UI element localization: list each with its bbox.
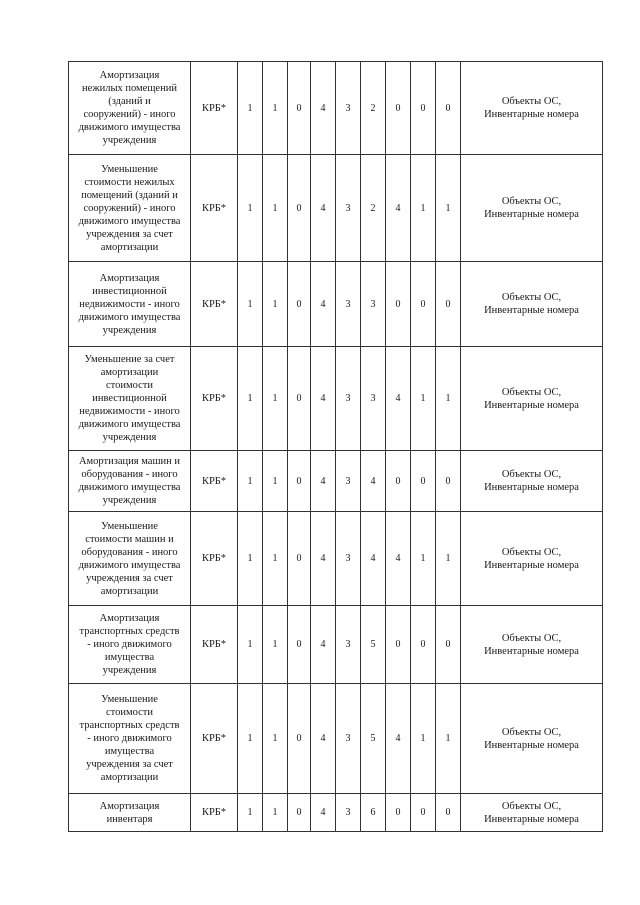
account-digit-cell: 4: [311, 794, 336, 832]
account-name-cell: [69, 684, 191, 794]
account-digit-cell: 1: [263, 262, 288, 347]
account-name-line: движимого имущества: [78, 559, 181, 571]
account-name-line: Уменьшение за счет: [84, 354, 175, 365]
account-name-line: оборудования - иного: [81, 469, 178, 480]
account-name-line: транспортных средств: [79, 626, 180, 637]
account-digit-cell: 1: [263, 512, 288, 606]
account-digit-cell: 0: [386, 451, 411, 512]
account-digit-cell: 1: [238, 262, 263, 347]
account-digit-cell: 0: [288, 347, 311, 451]
account-name-line: Амортизация: [99, 800, 160, 812]
account-name-line: движимого имущества: [78, 122, 181, 133]
account-name-line: амортизации: [100, 585, 159, 597]
account-digit-cell: 4: [386, 347, 411, 451]
account-digit-cell: 2: [361, 62, 386, 155]
account-name-line: стоимости: [105, 707, 153, 718]
account-digit-cell: 3: [336, 155, 361, 262]
analytics-cell: [461, 62, 603, 155]
account-digit-cell: 1: [238, 451, 263, 512]
account-digit-cell: 0: [288, 684, 311, 794]
account-name-line: инвестиционной: [92, 393, 167, 404]
account-digit-cell: 3: [336, 347, 361, 451]
accounting-table: [68, 61, 603, 832]
basis-cell: КРБ*: [191, 62, 238, 155]
account-digit-cell: 3: [336, 62, 361, 155]
account-digit-cell: 5: [361, 606, 386, 684]
account-digit-cell: 4: [311, 62, 336, 155]
analytics-cell: [461, 451, 603, 512]
basis-cell: КРБ*: [191, 262, 238, 347]
account-name-line: амортизации: [100, 367, 159, 378]
account-digit-cell: 1: [263, 155, 288, 262]
account-digit-cell: 4: [361, 451, 386, 512]
account-digit-cell: 0: [386, 262, 411, 347]
account-name-line: учреждения: [102, 495, 157, 506]
account-name-line: инвентаря: [106, 813, 153, 825]
analytics-line: Инвентарные номера: [484, 482, 579, 493]
account-digit-cell: 1: [238, 684, 263, 794]
account-digit-cell: 1: [263, 684, 288, 794]
account-digit-cell: 1: [436, 684, 461, 794]
account-digit-cell: 1: [436, 155, 461, 262]
account-digit-cell: 0: [288, 451, 311, 512]
account-name-line: учреждения за счет: [86, 572, 173, 584]
account-digit-cell: 3: [336, 451, 361, 512]
account-digit-cell: 1: [238, 347, 263, 451]
analytics-line: Объекты ОС,: [501, 800, 562, 812]
account-name-line: движимого имущества: [78, 419, 181, 430]
table-body: [69, 62, 603, 832]
account-digit-cell: 1: [238, 794, 263, 832]
account-name-line: помещений (зданий и: [81, 189, 178, 201]
account-name-line: амортизации: [100, 241, 159, 253]
analytics-line: Инвентарные номера: [484, 399, 579, 411]
account-digit-cell: 4: [386, 155, 411, 262]
account-digit-cell: 3: [336, 606, 361, 684]
account-digit-cell: 1: [238, 606, 263, 684]
account-digit-cell: 1: [238, 512, 263, 606]
account-digit-cell: 1: [411, 155, 436, 262]
account-name-line: - иного движимого: [87, 639, 172, 650]
account-name-line: Амортизация: [99, 613, 160, 624]
account-digit-cell: 1: [263, 347, 288, 451]
account-digit-cell: 0: [386, 606, 411, 684]
analytics-cell: [461, 347, 603, 451]
account-digit-cell: 4: [361, 512, 386, 606]
account-name-line: недвижимости - иного: [79, 298, 180, 310]
analytics-line: Инвентарные номера: [484, 305, 579, 316]
analytics-line: Объекты ОС,: [501, 469, 562, 480]
account-name-line: инвестиционной: [92, 285, 167, 297]
analytics-line: Объекты ОС,: [501, 196, 562, 207]
account-digit-cell: 1: [238, 155, 263, 262]
analytics-line: Объекты ОС,: [501, 632, 562, 644]
account-digit-cell: 1: [263, 62, 288, 155]
account-digit-cell: 3: [336, 794, 361, 832]
analytics-cell: [461, 606, 603, 684]
account-name-cell: [69, 451, 191, 512]
account-digit-cell: 0: [411, 451, 436, 512]
analytics-cell: [461, 155, 603, 262]
account-digit-cell: 3: [361, 347, 386, 451]
table-row: [69, 155, 603, 262]
account-digit-cell: 4: [386, 512, 411, 606]
account-digit-cell: 2: [361, 155, 386, 262]
table-row: [69, 347, 603, 451]
account-digit-cell: 5: [361, 684, 386, 794]
account-digit-cell: 1: [436, 512, 461, 606]
account-name-line: учреждения: [102, 135, 157, 146]
account-digit-cell: 4: [311, 684, 336, 794]
account-digit-cell: 0: [386, 794, 411, 832]
table-row: [69, 794, 603, 832]
account-name-line: транспортных средств: [79, 720, 180, 731]
basis-cell: КРБ*: [191, 451, 238, 512]
account-name-line: движимого имущества: [78, 482, 181, 493]
analytics-cell: [461, 512, 603, 606]
account-digit-cell: 1: [411, 684, 436, 794]
account-digit-cell: 0: [288, 794, 311, 832]
account-digit-cell: 3: [336, 684, 361, 794]
account-digit-cell: 4: [311, 606, 336, 684]
account-name-cell: [69, 347, 191, 451]
account-name-line: недвижимости - иного: [79, 406, 180, 417]
account-name-line: движимого имущества: [78, 215, 181, 227]
account-digit-cell: 6: [361, 794, 386, 832]
account-digit-cell: 0: [411, 794, 436, 832]
account-digit-cell: 1: [411, 512, 436, 606]
account-digit-cell: 0: [436, 262, 461, 347]
account-name-line: (зданий и: [108, 96, 151, 107]
account-name-line: Амортизация: [99, 272, 160, 284]
account-name-cell: [69, 794, 191, 832]
analytics-cell: [461, 684, 603, 794]
account-digit-cell: 0: [386, 62, 411, 155]
analytics-line: Объекты ОС,: [501, 292, 562, 303]
account-digit-cell: 1: [263, 451, 288, 512]
account-name-line: учреждения: [102, 324, 157, 336]
analytics-line: Инвентарные номера: [484, 813, 579, 825]
table-row: [69, 262, 603, 347]
account-digit-cell: 0: [436, 451, 461, 512]
analytics-cell: [461, 262, 603, 347]
account-name-cell: [69, 512, 191, 606]
analytics-line: Объекты ОС,: [501, 546, 562, 558]
account-digit-cell: 0: [288, 62, 311, 155]
account-digit-cell: 1: [238, 62, 263, 155]
account-name-line: стоимости: [105, 380, 153, 391]
account-digit-cell: 0: [436, 794, 461, 832]
account-name-line: имущества: [104, 746, 155, 757]
account-name-cell: [69, 62, 191, 155]
analytics-line: Инвентарные номера: [484, 645, 579, 657]
analytics-line: Инвентарные номера: [484, 559, 579, 571]
account-name-line: учреждения: [102, 665, 157, 676]
table-row: [69, 684, 603, 794]
account-name-line: сооружений) - иного: [83, 202, 176, 214]
account-digit-cell: 0: [411, 62, 436, 155]
account-digit-cell: 0: [288, 512, 311, 606]
analytics-line: Инвентарные номера: [484, 209, 579, 220]
analytics-line: Инвентарные номера: [484, 739, 579, 751]
basis-cell: КРБ*: [191, 155, 238, 262]
account-digit-cell: 1: [263, 606, 288, 684]
account-name-cell: [69, 155, 191, 262]
account-name-line: стоимости нежилых: [84, 176, 175, 188]
analytics-line: Инвентарные номера: [484, 109, 579, 120]
account-digit-cell: 1: [411, 347, 436, 451]
account-digit-cell: 0: [411, 606, 436, 684]
table-row: [69, 62, 603, 155]
account-digit-cell: 0: [288, 606, 311, 684]
account-name-line: имущества: [104, 652, 155, 663]
analytics-cell: [461, 794, 603, 832]
account-name-line: Амортизация: [99, 70, 160, 81]
account-digit-cell: 4: [311, 347, 336, 451]
account-name-line: учреждения за счет: [86, 759, 173, 770]
account-name-line: учреждения за счет: [86, 228, 173, 240]
account-name-line: стоимости машин и: [85, 533, 174, 545]
basis-cell: КРБ*: [191, 512, 238, 606]
account-digit-cell: 1: [263, 794, 288, 832]
account-name-line: - иного движимого: [87, 733, 172, 744]
basis-cell: КРБ*: [191, 794, 238, 832]
account-digit-cell: 4: [311, 155, 336, 262]
account-digit-cell: 4: [311, 512, 336, 606]
account-name-line: учреждения: [102, 432, 157, 443]
account-digit-cell: 1: [436, 347, 461, 451]
account-digit-cell: 3: [361, 262, 386, 347]
account-digit-cell: 0: [436, 62, 461, 155]
account-digit-cell: 0: [436, 606, 461, 684]
account-name-line: нежилых помещений: [82, 83, 177, 94]
account-name-line: сооружений) - иного: [83, 109, 176, 120]
account-name-line: Уменьшение: [101, 520, 158, 532]
account-digit-cell: 0: [288, 155, 311, 262]
account-digit-cell: 0: [288, 262, 311, 347]
account-name-cell: [69, 606, 191, 684]
account-name-line: Амортизация машин и: [78, 456, 181, 467]
table-row: [69, 451, 603, 512]
table-row: [69, 606, 603, 684]
basis-cell: КРБ*: [191, 347, 238, 451]
account-digit-cell: 0: [411, 262, 436, 347]
account-digit-cell: 4: [311, 451, 336, 512]
account-name-line: Уменьшение: [101, 694, 158, 705]
account-name-line: оборудования - иного: [81, 546, 178, 558]
analytics-line: Объекты ОС,: [501, 96, 562, 107]
basis-cell: КРБ*: [191, 684, 238, 794]
account-name-line: амортизации: [100, 772, 159, 783]
account-digit-cell: 3: [336, 262, 361, 347]
account-digit-cell: 4: [386, 684, 411, 794]
account-name-cell: [69, 262, 191, 347]
analytics-line: Объекты ОС,: [501, 726, 562, 738]
account-digit-cell: 3: [336, 512, 361, 606]
analytics-line: Объекты ОС,: [501, 386, 562, 398]
table-row: [69, 512, 603, 606]
account-digit-cell: 4: [311, 262, 336, 347]
basis-cell: КРБ*: [191, 606, 238, 684]
account-name-line: движимого имущества: [78, 311, 181, 323]
account-name-line: Уменьшение: [101, 163, 158, 175]
